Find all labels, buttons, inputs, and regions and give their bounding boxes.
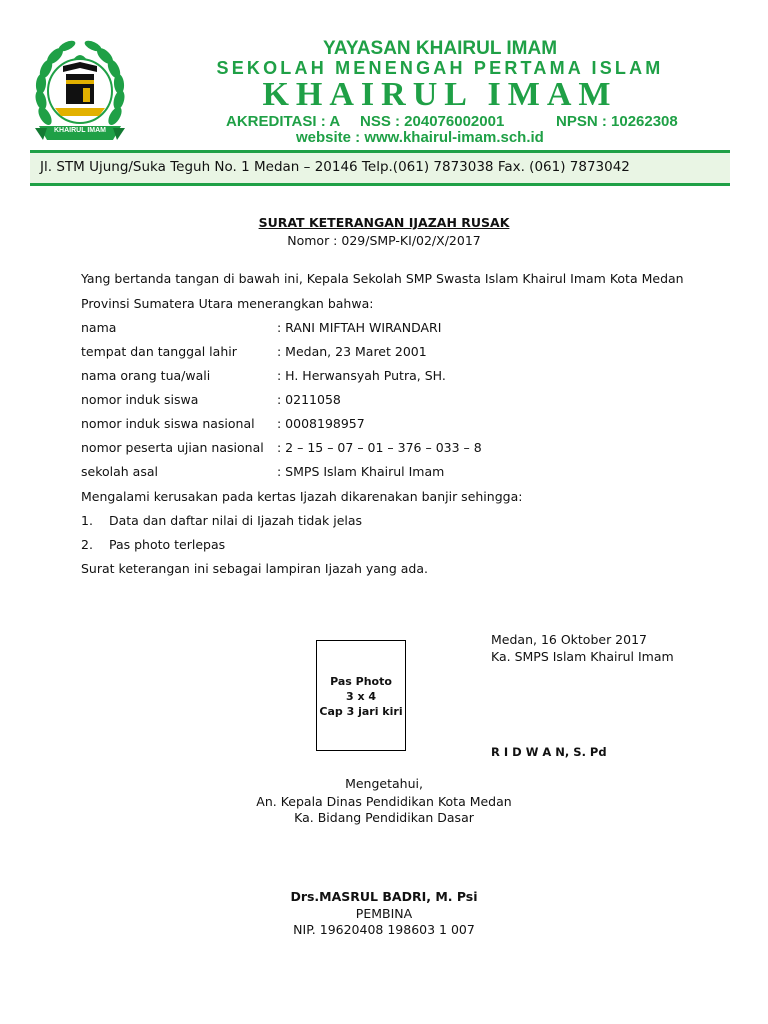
field-value: : Medan, 23 Maret 2001 (277, 344, 427, 359)
field-value: : H. Herwansyah Putra, SH. (277, 368, 446, 383)
school-type: SEKOLAH MENENGAH PERTAMA ISLAM (216, 58, 664, 78)
school-name: KHAIRUL IMAM (262, 76, 618, 113)
list-item-number: 1. (81, 513, 93, 528)
field-label: nomor peserta ujian nasional (81, 440, 264, 455)
field-value: : SMPS Islam Khairul Imam (277, 464, 445, 479)
list-item: Pas photo terlepas (109, 537, 226, 552)
official-rank: PEMBINA (355, 906, 413, 921)
acknowledgement-line-1: An. Kepala Dinas Pendidikan Kota Medan (256, 794, 512, 809)
photo-size: 3 x 4 (345, 690, 377, 703)
field-label: tempat dan tanggal lahir (81, 344, 237, 359)
field-value: : RANI MIFTAH WIRANDARI (277, 320, 442, 335)
damage-statement: Mengalami kerusakan pada kertas Ijazah dikarenakan banjir sehingga: (81, 489, 523, 504)
accreditation: AKREDITASI : A (226, 113, 341, 130)
school-address: Jl. STM Ujung/Suka Teguh No. 1 Medan – 20146 Telp.(061) 7873038 Fax. (061) 7873042 (40, 159, 630, 175)
acknowledgement-heading: Mengetahui, (345, 776, 423, 791)
nss-number: NSS : 204076002001 (360, 113, 505, 130)
npsn-number: NPSN : 10262308 (556, 113, 678, 130)
acknowledgement-line-2: Ka. Bidang Pendidikan Dasar (294, 810, 474, 825)
signatory-name: R I D W A N, S. Pd (491, 745, 607, 759)
closing-statement: Surat keterangan ini sebagai lampiran Ijazah yang ada. (81, 561, 428, 576)
field-value: : 0008198957 (277, 416, 365, 431)
field-value: : 2 – 15 – 07 – 01 – 376 – 033 – 8 (277, 440, 482, 455)
field-label: sekolah asal (81, 464, 158, 479)
list-item: Data dan daftar nilai di Ijazah tidak jelas (109, 513, 363, 528)
official-name: Drs.MASRUL BADRI, M. Psi (290, 889, 478, 904)
logo-ribbon-text: KHAIRUL IMAM (54, 127, 106, 134)
photo-label: Pas Photo (330, 675, 392, 688)
field-label: nama (81, 320, 117, 335)
intro-line-1: Yang bertanda tangan di bawah ini, Kepala Sekolah SMP Swasta Islam Khairul Imam Kota Medan (81, 271, 684, 286)
field-label: nama orang tua/wali (81, 368, 211, 383)
foundation-name: YAYASAN KHAIRUL IMAM (322, 38, 558, 59)
photo-fingerprint-note: Cap 3 jari kiri (319, 705, 403, 718)
field-label: nomor induk siswa nasional (81, 416, 255, 431)
list-item-number: 2. (81, 537, 93, 552)
photo-placeholder (316, 640, 406, 751)
signature-place-date: Medan, 16 Oktober 2017 (491, 632, 647, 647)
letter-title: SURAT KETERANGAN IJAZAH RUSAK (258, 215, 510, 230)
school-website: website : www.khairul-imam.sch.id (296, 129, 544, 146)
official-nip: NIP. 19620408 198603 1 007 (293, 922, 475, 937)
letter-number: Nomor : 029/SMP-KI/02/X/2017 (287, 233, 481, 248)
field-value: : 0211058 (277, 392, 341, 407)
intro-line-2: Provinsi Sumatera Utara menerangkan bahwa: (81, 296, 374, 311)
field-label: nomor induk siswa (81, 392, 199, 407)
signature-position: Ka. SMPS Islam Khairul Imam (491, 649, 674, 664)
